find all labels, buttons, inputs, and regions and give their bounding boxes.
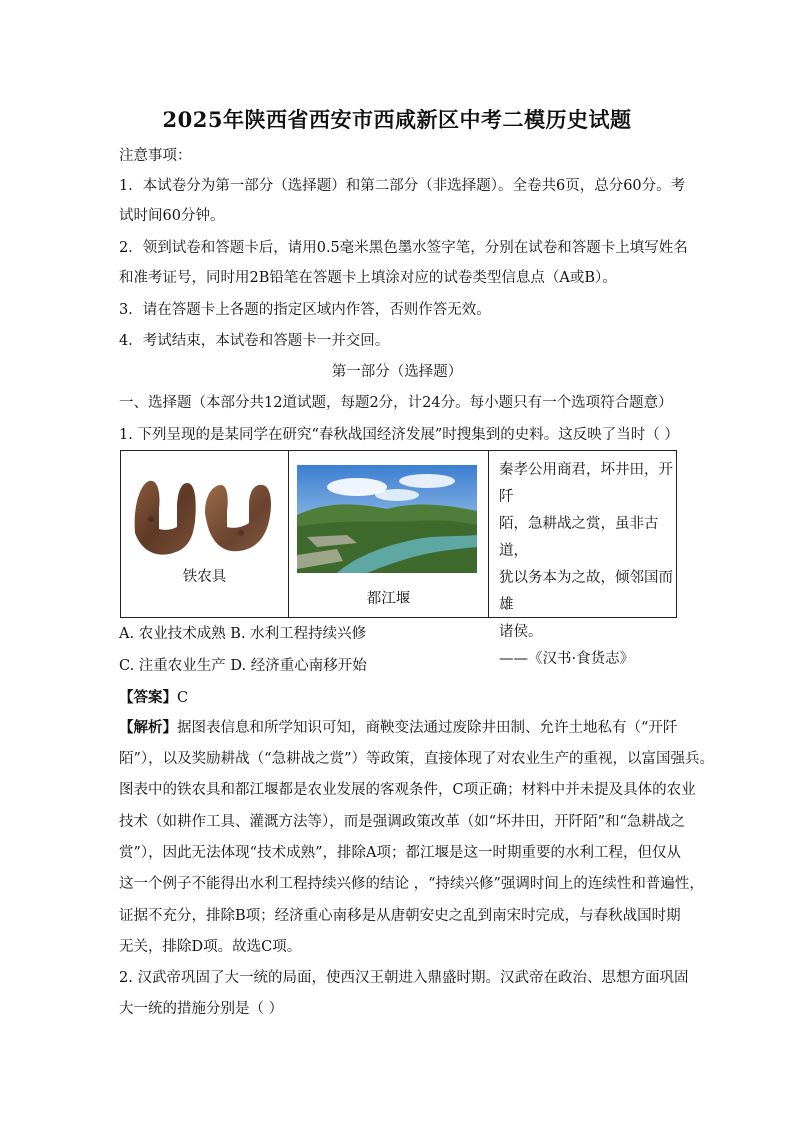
quote-source: ——《汉书·食货志》	[499, 651, 635, 667]
section-title: 一、选择题（本部分共12道试题，每题2分，计24分。每小题只有一个选项符合题意）	[119, 395, 673, 411]
hanshu-quote	[499, 457, 679, 673]
notice-line: 3．请在答题卡上各题的指定区域内作答，否则作答无效。	[119, 302, 491, 318]
question-1-stem: 1. 下列呈现的是某同学在研究“春秋战国经济发展”时搜集到的史料。这反映了当时（ ）	[119, 427, 679, 443]
notice-line: 4．考试结束，本试卷和答题卡一并交回。	[119, 333, 390, 349]
notice-line: 2．领到试卷和答题卡后，请用0.5毫米黑色墨水签字笔，分别在试卷和答题卡上填写姓名	[119, 240, 688, 256]
analysis-line: 技术（如耕作工具、灌溉方法等），而是强调政策改革（如“坏井田，开阡陌”和“急耕战之	[119, 814, 685, 830]
analysis-label: 【解析】	[119, 719, 177, 736]
analysis-line: 赏”），因此无法体现“技术成熟”，排除A项；都江堰是这一时期重要的水利工程，但仅从	[119, 845, 681, 861]
dujiangyan-caption: 都江堰	[366, 591, 411, 607]
question-1-options-ab: A. 农业技术成熟 B. 水利工程持续兴修	[119, 626, 367, 642]
quote-line: 秦孝公用商君，坏井田，开阡	[499, 462, 673, 505]
part-title: 第一部分（选择题）	[331, 364, 463, 380]
question-2-stem: 大一统的措施分别是（ ）	[119, 1001, 284, 1017]
analysis-line: 这一个例子不能得出水利工程持续兴修的结论 ，“持续兴修”强调时间上的连续性和普遍性，	[119, 876, 704, 892]
quote-line: 诸侯。	[499, 624, 543, 640]
analysis-line: 陌”），以及奖励耕战（“急耕战之赏”）等政策，直接体现了对农业生产的重视，以富国强兵。	[119, 751, 714, 767]
answer-value: C	[177, 690, 189, 706]
notice-heading: 注意事项：	[119, 148, 192, 164]
iron-tools-caption: 铁农具	[182, 569, 227, 585]
iron-tools-cell	[121, 451, 289, 618]
analysis-line: 证据不充分，排除B项；经济重心南移是从唐朝安史之乱到南宋时完成，与春秋战国时期	[119, 908, 681, 924]
dujiangyan-cell	[289, 451, 489, 618]
dujiangyan-image	[297, 465, 477, 573]
analysis-text: 据图表信息和所学知识可知，商鞅变法通过废除井田制、允许土地私有（“开阡	[177, 720, 678, 736]
notice-line: 试时间60分钟。	[119, 208, 225, 224]
notice-line: 和准考证号，同时用2B铅笔在答题卡上填涂对应的试卷类型信息点（A或B）。	[119, 270, 617, 286]
analysis-line: 图表中的铁农具和都江堰都是农业发展的客观条件，C项正确；材料中并未提及具体的农业	[119, 782, 696, 798]
analysis-line	[119, 718, 677, 738]
answer-label: 【答案】	[119, 689, 177, 706]
analysis-line: 无关，排除D项。故选C项。	[119, 939, 302, 955]
question-1-answer	[119, 688, 188, 708]
question-2-stem: 2. 汉武帝巩固了大一统的局面，使西汉王朝进入鼎盛时期。汉武帝在政治、思想方面巩固	[119, 970, 689, 986]
notice-line: 1．本试卷分为第一部分（选择题）和第二部分（非选择题）。全卷共6页，总分60分。考	[119, 178, 686, 194]
page-title: 2025年陕西省西安市西咸新区中考二模历史试题	[162, 107, 632, 132]
quote-line: 犹以务本为之故，倾邻国而雄	[499, 570, 673, 613]
quote-line: 陌，急耕战之赏，虽非古道，	[499, 516, 659, 559]
quote-cell	[489, 451, 677, 667]
question-1-options-cd: C. 注重农业生产 D. 经济重心南移开始	[119, 658, 367, 674]
